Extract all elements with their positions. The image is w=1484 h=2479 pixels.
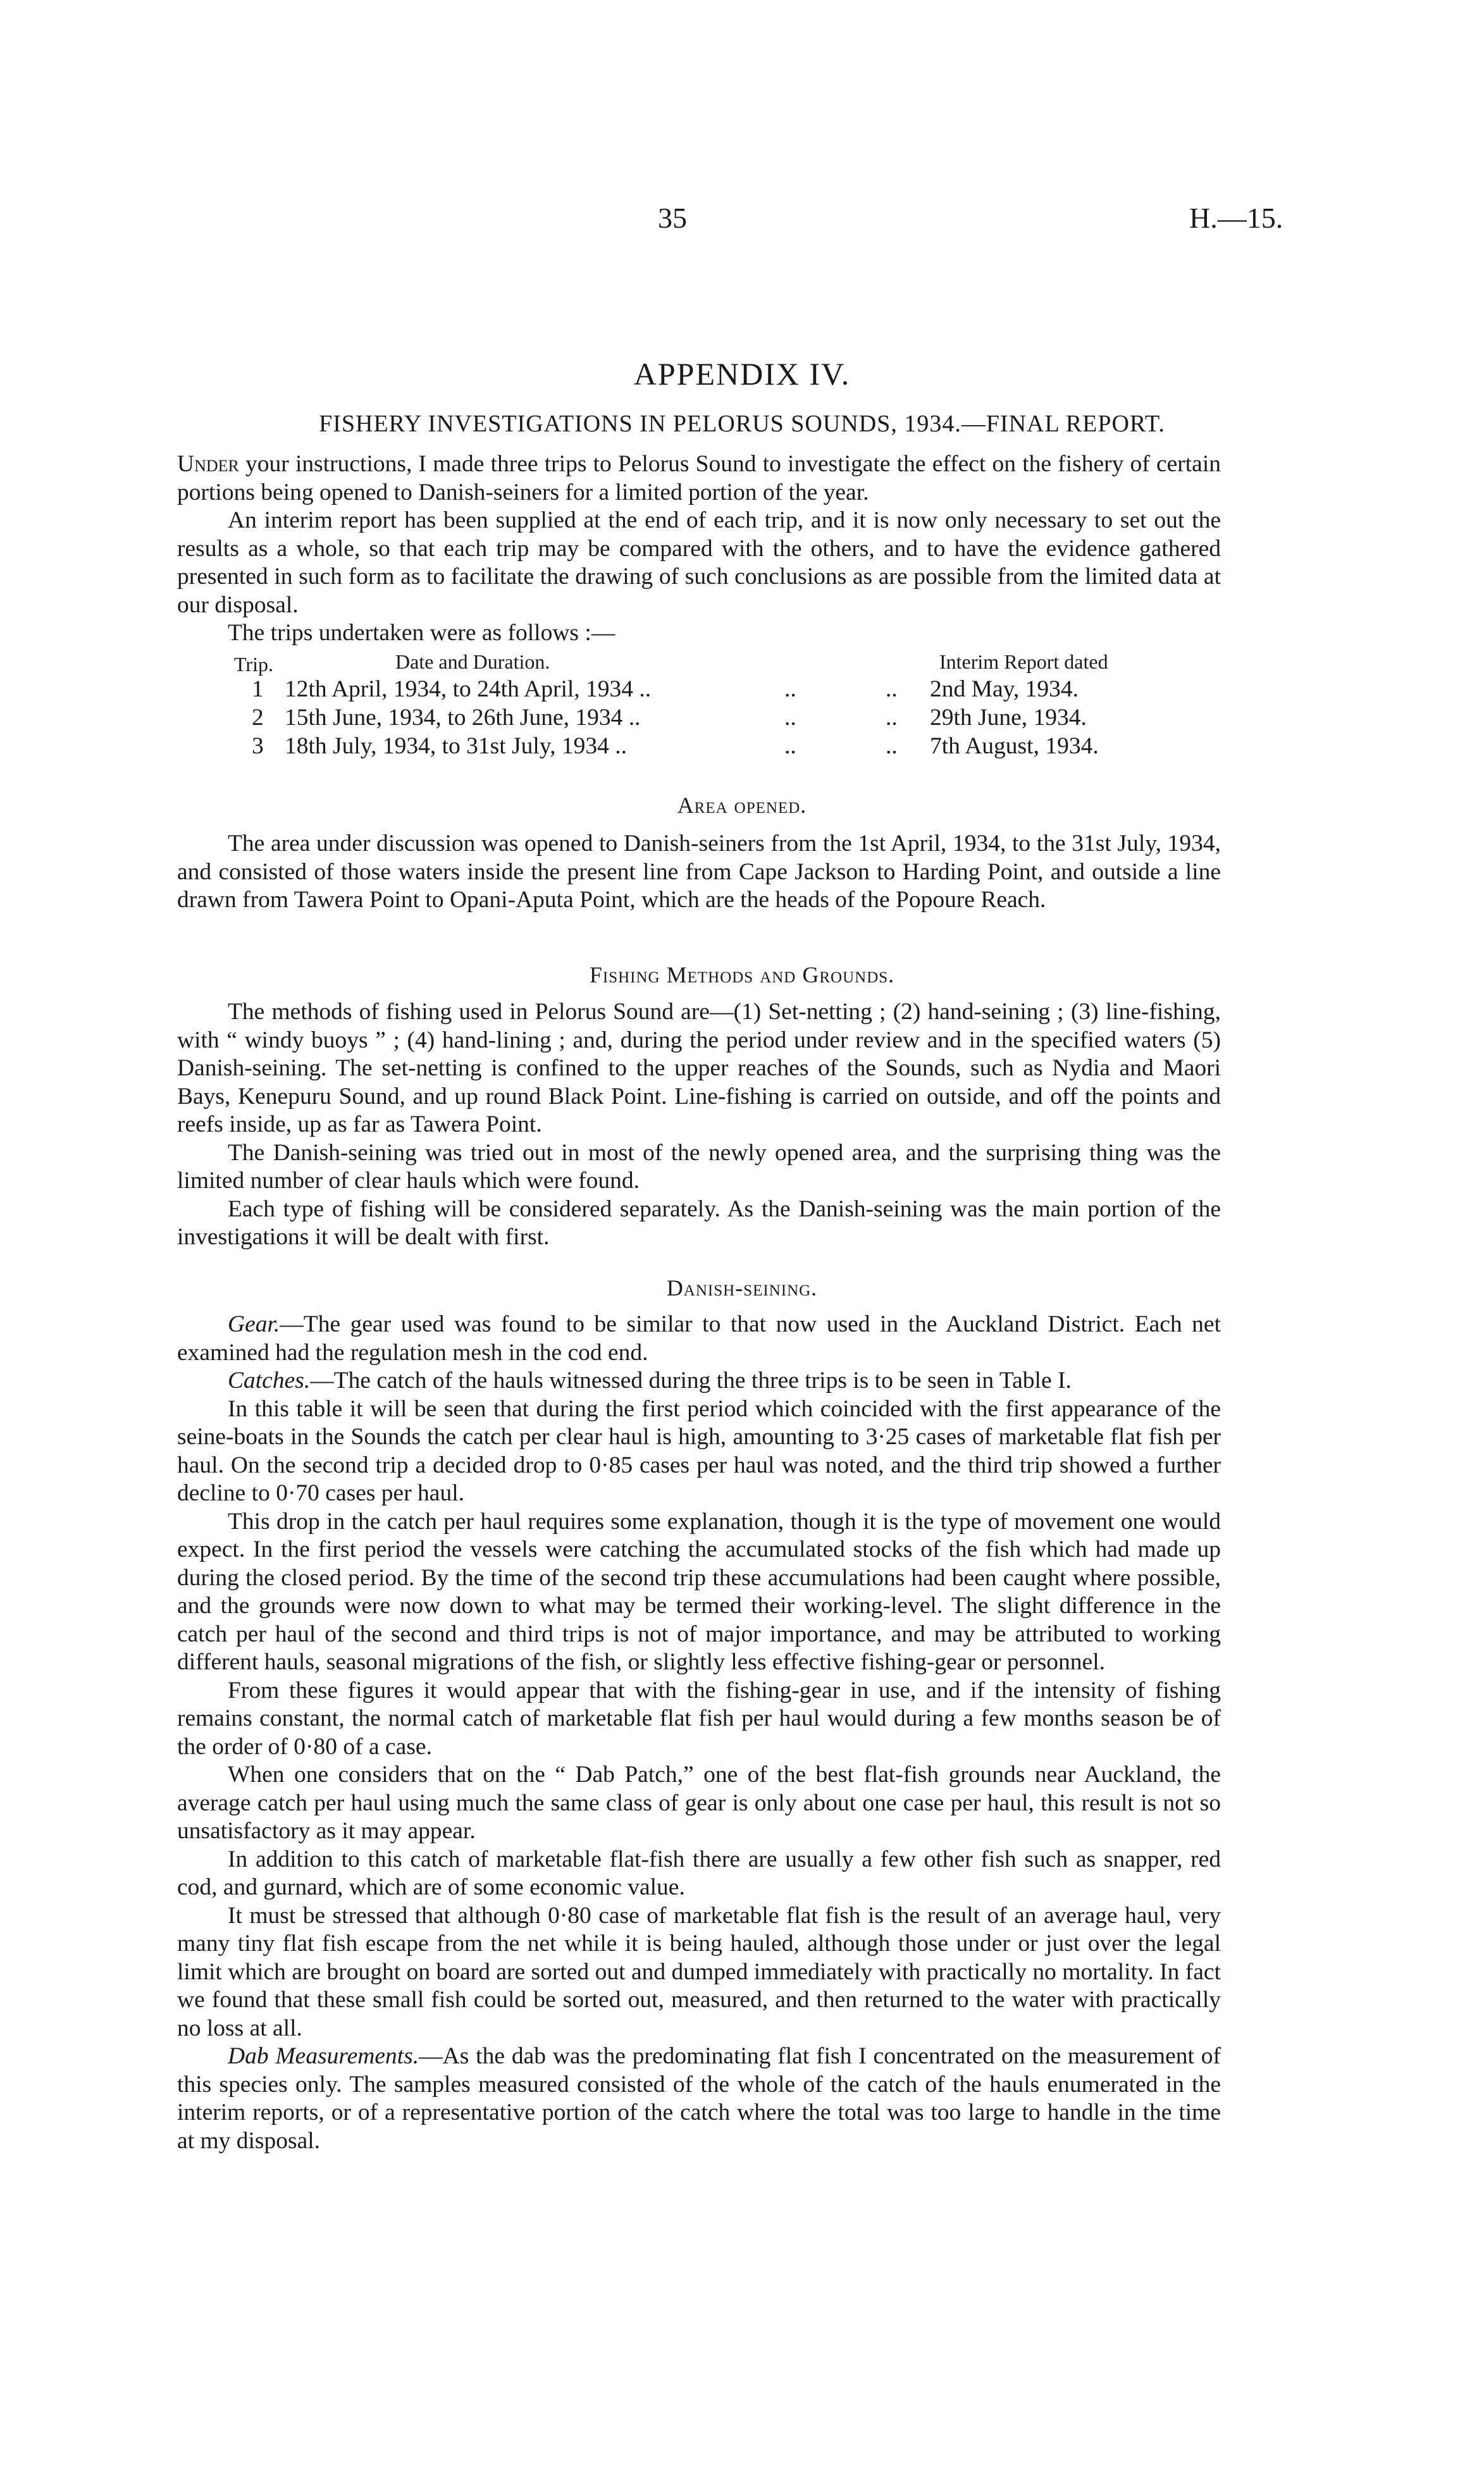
catches-label: Catches.: [228, 1368, 311, 1394]
section-heading-area-opened: Area opened.: [677, 793, 807, 818]
fishing-methods-paragraph-3: Each type of fishing will be considered separately. As the Danish-seining was the main portion of the investigations it will be dealt with first.: [177, 1196, 1221, 1250]
trip-number: 1: [252, 676, 264, 702]
gear-paragraph: [177, 1311, 1221, 1367]
gear-label: Gear.: [228, 1311, 280, 1337]
intro-paragraph-1: [177, 450, 1221, 507]
drop-explanation-paragraph: This drop in the catch per haul requires some explanation, though it is the type of movement one would expect. In the first period the vessels were catching the accumulated stocks of the fish which had made up during the closed period. By the time of the second trip these accumulations had been caught where possible, and the grounds were now down to what may be termed their working-level. The slight difference in the catch per haul of the second and third trips is not of major importance, and may be attributed to working different hauls, seasonal migrations of the fish, or slightly less effective fishing-gear or personnel.: [177, 1508, 1221, 1675]
dab-patch-paragraph: When one considers that on the “ Dab Patch,” one of the best flat-fish grounds near Auckland, the average catch per haul using much the same class of gear is only about one case per haul, this result is not so unsatisfactory as it may appear.: [177, 1762, 1221, 1844]
leader-dots: ..: [784, 733, 796, 759]
intro-paragraph-1-text: your instructions, I made three trips to Pelorus Sound to investigate the effect on the fishery of certain portions being opened to Danish-seiners for a limited portion of the year.: [177, 451, 1221, 505]
catches-text: —The catch of the hauls witnessed during the three trips is to be seen in Table I.: [310, 1368, 1072, 1394]
danish-seining-section: [177, 1311, 1221, 2155]
catches-paragraph: [177, 1367, 1221, 1395]
dab-measurements-label: Dab Measurements.: [228, 2043, 419, 2069]
section-heading-fishing-methods: Fishing Methods and Grounds.: [589, 962, 895, 987]
area-opened-paragraph: The area under discussion was opened to Danish-seiners from the 1st April, 1934, to the 31st July, 1934, and consisted of those waters inside the present line from Cape Jackson to Harding Point, and outside a line drawn from Tawera Point to Opani-Aputa Point, which are the heads of the Popoure Reach.: [177, 831, 1221, 913]
table-header-date: Date and Duration.: [395, 650, 550, 673]
other-fish-paragraph: In addition to this catch of marketable flat-fish there are usually a few other fish such as snapper, red cod, and gurnard, which are of some economic value.: [177, 1846, 1221, 1900]
intro-section: [177, 450, 1221, 648]
intro-paragraph-3: The trips undertaken were as follows :—: [228, 620, 615, 646]
area-opened-section: [177, 830, 1221, 915]
report-date: 7th August, 1934.: [930, 733, 1099, 759]
gear-text: —The gear used was found to be similar to that now used in the Auckland District. Each net examined had the regulation mesh in the cod end.: [177, 1311, 1221, 1366]
trip-number: 3: [252, 733, 264, 759]
report-date: 2nd May, 1934.: [930, 676, 1079, 702]
report-date: 29th June, 1934.: [930, 705, 1087, 731]
intro-lead-word: Under: [177, 451, 239, 477]
table-header-trip: Trip.: [234, 653, 273, 676]
leader-dots: ..: [886, 676, 898, 702]
leader-dots: ..: [886, 705, 898, 731]
fishing-methods-paragraph-2: The Danish-seining was tried out in most of the newly opened area, and the surprising thing was the limited number of clear hauls which were found.: [177, 1139, 1221, 1194]
leader-dots: ..: [886, 733, 898, 759]
dab-measurements-paragraph: [177, 2043, 1221, 2155]
leader-dots: ..: [784, 676, 796, 702]
trip-dates: 15th June, 1934, to 26th June, 1934 ..: [285, 705, 641, 731]
section-heading-danish-seining: Danish-seining.: [666, 1275, 818, 1301]
trip-dates: 12th April, 1934, to 24th April, 1934 ..: [285, 676, 652, 702]
leader-dots: ..: [784, 705, 796, 731]
page-number: 35: [658, 202, 687, 234]
dab-measurements-text: —As the dab was the predominating flat fish I concentrated on the measurement of this species only. The samples measured consisted of the whole of the catch of the hauls enumerated in the interim reports, or of a representative portion of the catch where the total was too large to handle in the time at my disposal.: [177, 2043, 1221, 2154]
intro-paragraph-2: An interim report has been supplied at the end of each trip, and it is now only necessary to set out the results as a whole, so that each trip may be compared with the others, and to have the evidence gathered presented in such form as to facilitate the drawing of such conclusions as are possible from the limited data at our disposal.: [177, 507, 1221, 618]
normal-catch-paragraph: From these figures it would appear that with the fishing-gear in use, and if the intensity of fishing remains constant, the normal catch of marketable flat fish per haul would during a few months season be of the order of 0·80 of a case.: [177, 1677, 1221, 1760]
trip-number: 2: [252, 705, 264, 731]
small-fish-paragraph: It must be stressed that although 0·80 case of marketable flat fish is the result of an average haul, very many tiny flat fish escape from the net while it is being hauled, although those under or just over the legal limit which are brought on board are sorted out and dumped immediately with practically no mortality. In fact we found that these small fish could be sorted out, measured, and then returned to the water with practically no loss at all.: [177, 1902, 1221, 2041]
fishing-methods-section: [177, 998, 1221, 1252]
document-reference: H.—15.: [1189, 202, 1283, 234]
catch-rate-paragraph: In this table it will be seen that during the first period which coincided with the first appearance of the seine-boats in the Sounds the catch per clear haul is high, amounting to 3·25 cases of marketable flat fish per haul. On the second trip a decided drop to 0·85 cases per haul was noted, and the third trip showed a further decline to 0·70 cases per haul.: [177, 1395, 1221, 1506]
report-subtitle: FISHERY INVESTIGATIONS IN PELORUS SOUNDS, 1934.—FINAL REPORT.: [319, 411, 1165, 437]
fishing-methods-paragraph-1: The methods of fishing used in Pelorus Sound are—(1) Set-netting ; (2) hand-seining ; (3) line-fishing, with “ windy buoys ” ; (4) hand-lining ; and, during the period under review and in the specified waters (5) Danish-seining. The set-netting is confined to the upper reaches of the Sounds, such as Nydia and Maori Bays, Kenepuru Sound, and up round Black Point. Line-fishing is carried on outside, and off the points and reefs inside, up as far as Tawera Point.: [177, 999, 1221, 1137]
table-header-report: Interim Report dated: [939, 650, 1108, 673]
trip-dates: 18th July, 1934, to 31st July, 1934 ..: [285, 733, 628, 759]
appendix-title: APPENDIX IV.: [633, 356, 851, 392]
